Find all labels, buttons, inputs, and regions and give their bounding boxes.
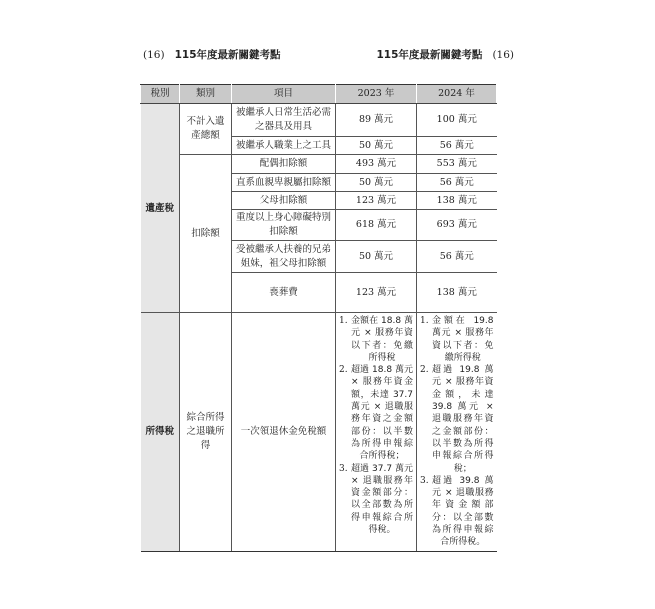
col-header-2024: 2024 年 <box>417 85 497 104</box>
rule-number: 1. <box>420 316 429 326</box>
value-2024-cell: 56 萬元 <box>417 174 497 192</box>
item-cell: 喪葬費 <box>232 273 336 313</box>
income-category-cell: 綜合所得之退職所得 <box>180 313 232 552</box>
rule-item <box>339 463 413 537</box>
item-cell: 重度以上身心障礙特別扣除額 <box>232 210 336 241</box>
value-2023-cell: 493 萬元 <box>336 155 417 174</box>
item-cell: 被繼承人職業上之工具 <box>232 137 336 155</box>
table-row <box>141 155 497 174</box>
item-cell: 受被繼承人扶養的兄弟姐妹，祖父母扣除額 <box>232 241 336 273</box>
rule-text: 金額在 18.8 萬元 × 服務年資以下者：免繳所得稅 <box>351 316 413 363</box>
col-header-item: 項目 <box>232 85 336 104</box>
value-2024-cell: 553 萬元 <box>417 155 497 174</box>
rules-2024-list <box>420 315 494 549</box>
rule-number: 2. <box>420 365 429 376</box>
col-header-2023: 2023 年 <box>336 85 417 104</box>
rule-number: 3. <box>339 463 348 474</box>
estate-tax-label: 遺產稅 <box>141 104 180 313</box>
page-header-left <box>143 47 281 62</box>
value-2023-cell: 50 萬元 <box>336 241 417 273</box>
rule-number: 3. <box>420 475 429 486</box>
rule-text: 超過 39.8 萬元 × 退職服務年資金額部分：以全部數為所得申報綜合所得稅。 <box>432 475 494 548</box>
value-2023-cell: 123 萬元 <box>336 273 417 313</box>
rule-number: 2. <box>339 365 348 376</box>
item-cell: 被繼承人日常生活必需之器具及用具 <box>232 104 336 137</box>
rule-text: 超過 18.8 萬元 × 服務年資金額，未達 37.7 萬元 × 退職服務年資之金額部份：以半數為所得申報綜合所得稅； <box>351 365 413 462</box>
value-2024-cell: 693 萬元 <box>417 210 497 241</box>
table-row <box>141 104 497 137</box>
tax-threshold-table <box>140 84 497 552</box>
rule-text: 超過 19.8 萬元 × 服務年資金額，未達 39.8 萬元 × 退職服務年資之金額部份：以半數為所得申報綜合所得稅； <box>432 365 494 474</box>
rule-item <box>339 364 413 462</box>
income-tax-label: 所得稅 <box>141 313 180 552</box>
table-row <box>141 313 497 552</box>
value-2024-cell: 56 萬元 <box>417 137 497 155</box>
value-2023-cell: 123 萬元 <box>336 192 417 210</box>
value-2023-cell: 89 萬元 <box>336 104 417 137</box>
income-item-cell: 一次領退休金免稅額 <box>232 313 336 552</box>
item-cell: 父母扣除額 <box>232 192 336 210</box>
value-2024-cell: 138 萬元 <box>417 273 497 313</box>
rule-item <box>420 315 494 364</box>
col-header-tax-type: 稅別 <box>141 85 180 104</box>
rule-item <box>420 364 494 475</box>
rules-2023-cell <box>336 313 417 552</box>
running-title-left: 115年度最新關鍵考點 <box>174 49 281 61</box>
rule-number: 1. <box>339 316 348 326</box>
value-2024-cell: 56 萬元 <box>417 241 497 273</box>
value-2023-cell: 50 萬元 <box>336 174 417 192</box>
item-cell: 直系血親卑親屬扣除額 <box>232 174 336 192</box>
page-number-left: (16) <box>143 49 165 61</box>
page-number-right: (16) <box>492 49 514 61</box>
table-header-row <box>141 85 497 104</box>
rule-item <box>339 315 413 364</box>
value-2023-cell: 618 萬元 <box>336 210 417 241</box>
col-header-category: 類別 <box>180 85 232 104</box>
value-2024-cell: 100 萬元 <box>417 104 497 137</box>
excluded-category-cell: 不計入遺產總額 <box>180 104 232 155</box>
item-cell: 配偶扣除額 <box>232 155 336 174</box>
rules-2023-list <box>339 315 413 536</box>
rule-item <box>420 475 494 549</box>
page-header-right <box>377 47 515 62</box>
rules-2024-cell <box>417 313 497 552</box>
rule-text: 金額在 19.8 萬元 × 服務年資以下者：免繳所得稅 <box>432 316 494 363</box>
value-2024-cell: 138 萬元 <box>417 192 497 210</box>
running-title-right: 115年度最新關鍵考點 <box>376 49 483 61</box>
deduction-category-cell: 扣除額 <box>180 155 232 313</box>
value-2023-cell: 50 萬元 <box>336 137 417 155</box>
rule-text: 超過 37.7 萬元 × 退職服務年資金額部分：以全部數為所得申報綜合所得稅。 <box>351 463 413 536</box>
